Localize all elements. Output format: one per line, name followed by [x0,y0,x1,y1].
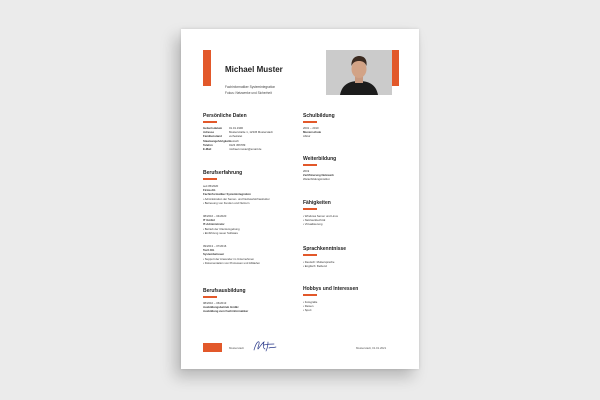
hobby-text: Sport [304,308,312,313]
hobby-item: • Reisen [303,304,314,309]
subtitle-line: Fachinformatiker Systemintegration [225,85,276,89]
section-title-experience: Berufserfahrung [203,170,243,176]
hobby-item: • Fotografie [303,300,318,304]
experience-bullet-text: Betreuung von Kunden und Nutzern [204,200,250,205]
experience-entry [203,214,240,235]
experience-date: seit 05/2020 [203,184,219,188]
personal-key: Staatsangehörigkeit [203,138,230,143]
section-title-personal: Persönliche Daten [203,113,247,119]
language-item: • Englisch: fließend [303,264,327,269]
experience-date: 09/2013 – 07/2016 [203,244,227,248]
experience-entry [203,184,270,205]
experience-bullet: • Betreuung von Kunden und Nutzern [203,200,250,205]
experience-company: Firma AG [203,188,216,193]
section-underline [203,296,217,298]
hobbies-list [303,300,317,313]
education-entry [303,126,321,139]
header-accent-left [203,50,211,86]
further-training-entry [303,169,334,182]
header-accent-right [392,50,399,86]
applicant-subtitle [225,85,275,96]
experience-bullet: • Support der Anwender im Unternehmen [203,256,255,261]
training-company: Ausbildungsbetrieb GmbH [203,305,239,310]
experience-bullet-text: Support der Anwender im Unternehmen [204,256,255,261]
training-role: Ausbildung zum Fachinformatiker [203,309,249,314]
education-degree: Abitur [303,134,311,139]
experience-role: IT-Administrator [203,222,225,227]
section-title-skills: Fähigkeiten [303,200,331,206]
training-entry [203,301,248,314]
signature-place: Musterstadt [229,346,244,350]
skill-text: Virtualisierung [304,222,323,227]
experience-role: Fachinformatiker Systemintegration [203,192,251,197]
personal-value: Musterstraße 1, 12345 Musterstadt [229,130,273,135]
hobby-text: Fotografie [304,300,318,304]
experience-company: Tech KG [203,248,215,253]
training-date: 08/2010 – 06/2013 [203,301,227,305]
experience-bullet: • Betrieb der Clientumgebung [203,226,240,231]
section-underline [203,178,217,180]
skill-item: • Virtualisierung [303,222,323,227]
section-underline [303,164,317,166]
place-date: Musterstadt, 01.01.2021 [356,346,387,350]
personal-value: verheiratet [229,134,243,139]
language-text: Englisch: fließend [304,264,327,269]
section-underline [303,254,317,256]
section-title-languages: Sprachkenntnisse [303,246,347,252]
experience-bullet-text: Dokumentation von Prozessen und Abläufen [204,260,260,265]
experience-bullet-text: Betrieb der Clientumgebung [204,226,240,231]
language-text: Deutsch: Muttersprache [304,260,335,264]
personal-data-list [203,126,273,151]
section-title-training: Berufsausbildung [203,288,246,294]
experience-company: IT GmbH [203,218,215,223]
experience-bullet: • Dokumentation von Prozessen und Abläufen [203,260,260,265]
skill-item: • Netzwerktechnik [303,218,326,223]
section-title-hobbies: Hobbys und Interessen [303,286,359,292]
experience-role: Systembetreuer [203,252,225,257]
further-date: 2019 [303,169,310,173]
education-date: 2001 – 2010 [303,126,319,130]
skill-text: Windows Server und Linux [304,214,339,218]
personal-value: 01.01.1990 [229,126,243,130]
experience-bullet-text: Einführung neuer Software [204,230,239,235]
personal-value: 0123 456789 [229,142,246,147]
section-underline [303,208,317,210]
personal-row [203,147,273,151]
section-underline [203,121,217,123]
hobby-item: • Sport [303,308,312,313]
section-underline [303,121,317,123]
footer-accent-block [203,343,222,352]
personal-key: Telefon [203,142,213,147]
skills-list [303,214,338,227]
skill-text: Netzwerktechnik [304,218,326,223]
experience-bullet-text: Administration der Server- und Netzwerkinfrastruktur [204,196,270,201]
language-item: • Deutsch: Muttersprache [303,260,335,264]
languages-list [303,260,334,268]
experience-bullet: • Administration der Server- und Netzwerkinfrastruktur [203,196,270,201]
further-org: Weiterbildungsinstitut [303,177,330,182]
experience-date: 08/2016 – 04/2020 [203,214,227,218]
personal-key: E-Mail [203,147,212,152]
further-name: Zertifizierung Netzwerk [303,173,334,178]
section-title-further-training: Weiterbildung [303,156,337,162]
applicant-name: Michael Muster [225,65,283,74]
cv-page [181,29,419,369]
personal-value: michael.muster@email.de [229,147,262,152]
experience-bullet: • Einführung neuer Software [203,230,239,235]
section-underline [303,294,317,296]
portrait-image [326,50,392,95]
skill-item: • Windows Server und Linux [303,214,339,218]
section-title-education: Schulbildung [303,113,335,119]
education-school: Musterschule [303,130,322,135]
personal-value: deutsch [229,138,239,143]
personal-key: Familienstand [203,134,222,139]
subtitle-line: Fokus: Netzwerke und Sicherheit [225,90,272,95]
hobby-text: Reisen [304,304,314,309]
personal-key: Adresse [203,130,215,135]
signature-image [252,339,278,353]
personal-key: Geburtsdatum [203,126,223,130]
experience-entry [203,244,260,265]
profile-photo [326,50,392,95]
